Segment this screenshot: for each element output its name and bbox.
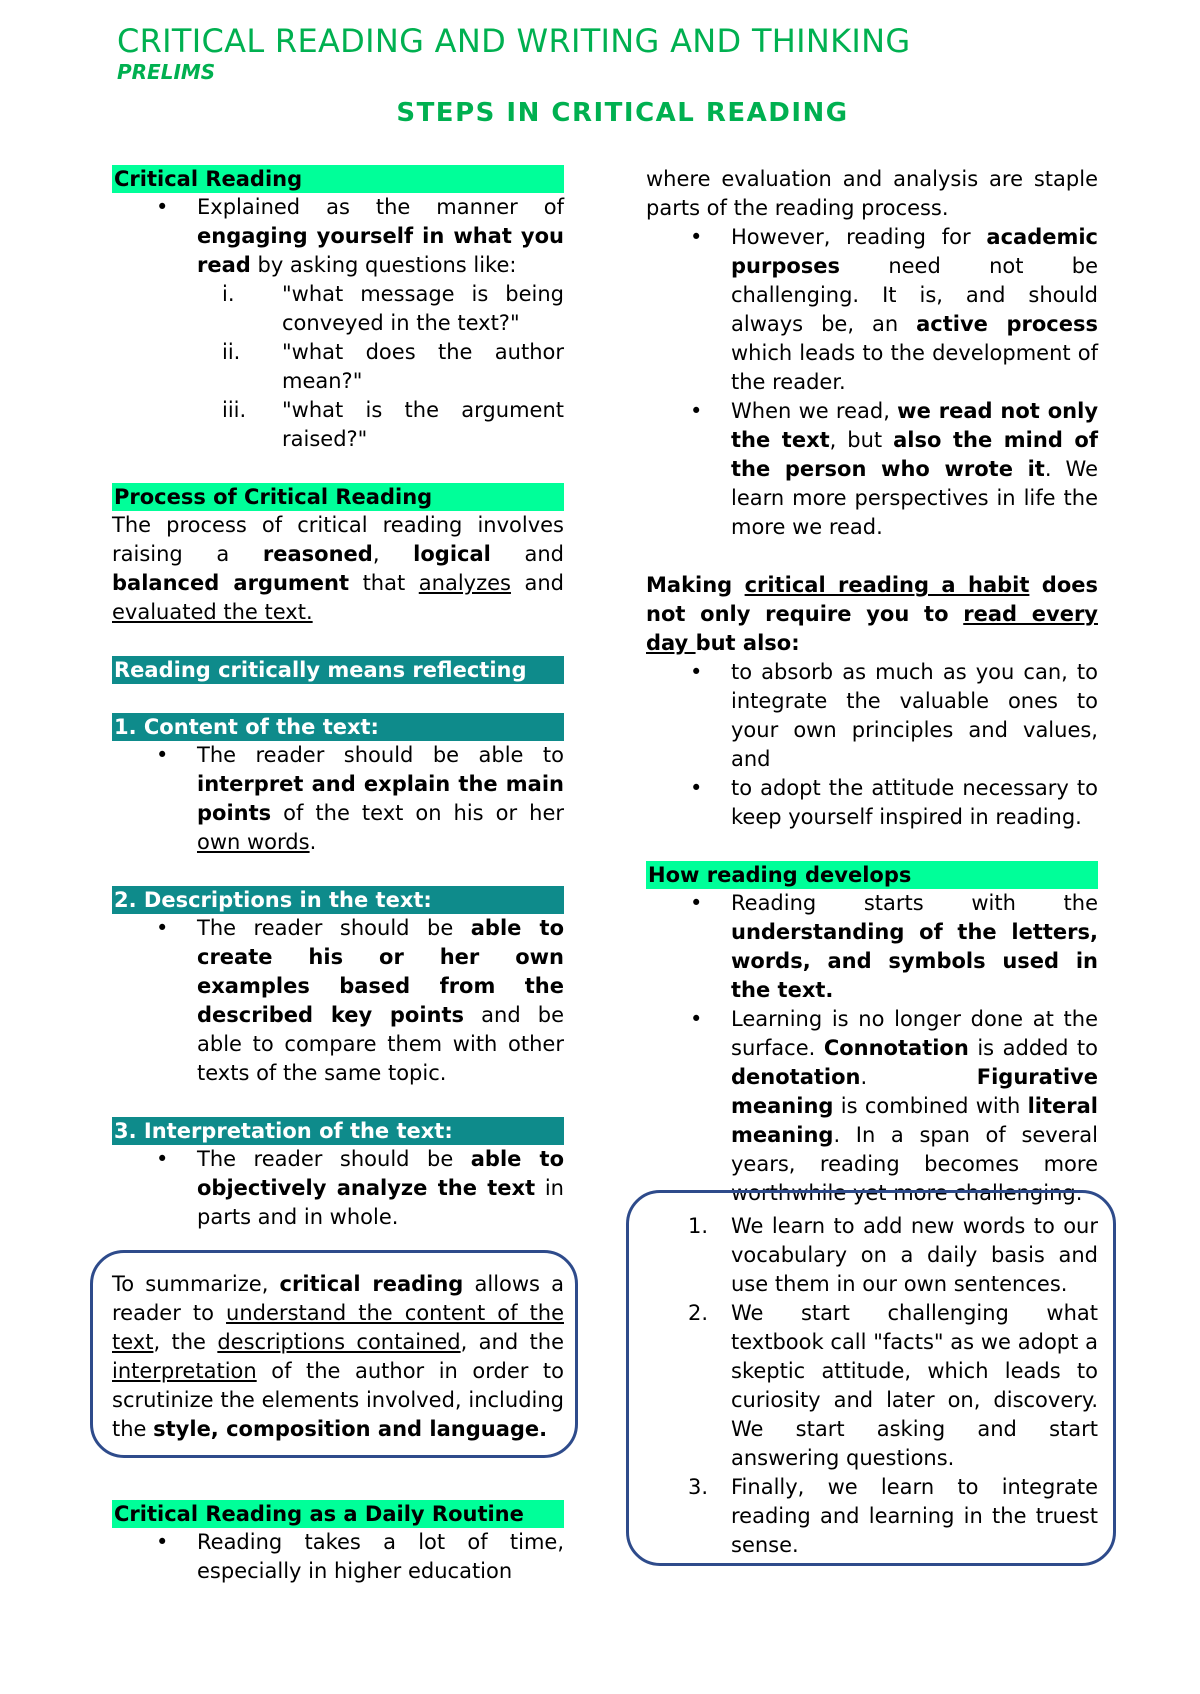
- text-span: is combined with: [833, 1094, 1028, 1118]
- roman-numeral: ii.: [222, 340, 241, 364]
- bold-text: logical: [413, 542, 491, 566]
- text-span: Explained as the manner of: [197, 195, 564, 219]
- text-span: Making: [646, 573, 745, 597]
- roman-numeral: i.: [222, 282, 235, 306]
- underlined-text: evaluated the text.: [112, 600, 313, 624]
- bold-text: understanding of the letters, words, and symbols used in the text.: [731, 920, 1098, 1002]
- text-span: .: [309, 830, 317, 854]
- bold-text: active process: [916, 312, 1098, 336]
- development-steps-list: [646, 1212, 1098, 1560]
- text-span: The reader should be: [197, 916, 471, 940]
- text-span: which leads to the development of the reader.: [731, 341, 1098, 394]
- bold-text: Figurative meaning: [731, 1065, 1098, 1118]
- question-text: "what is the argument raised?": [282, 398, 564, 451]
- text-span: The reader should be able to: [197, 743, 564, 767]
- text-span: Learning is no longer done at the surface.: [731, 1007, 1098, 1060]
- bold-text: reasoned: [262, 542, 373, 566]
- section-heading-critical-reading: Critical Reading: [112, 165, 564, 193]
- section-heading-descriptions: 2. Descriptions in the text:: [112, 886, 564, 914]
- list-item: [646, 397, 1098, 542]
- bullet-icon: •: [690, 891, 703, 915]
- text-span: We start challenging what textbook call "facts" as we adopt a skeptic attitude, which leads to curiosity and later on, discovery. We start asking and start answering questions.: [731, 1301, 1098, 1470]
- text-span: Reading starts with the: [731, 891, 1098, 915]
- bold-text: critical reading: [279, 1272, 464, 1296]
- text-span: need not be challenging. It is, and should always be, an: [731, 254, 1098, 336]
- section-heading-content: 1. Content of the text:: [112, 713, 564, 741]
- text-span: and: [510, 571, 565, 595]
- question-text: "what message is being conveyed in the text?": [282, 282, 564, 335]
- document-subtitle: PRELIMS: [117, 60, 216, 84]
- list-item: [112, 914, 564, 1088]
- text-span: Finally, we learn to integrate reading and learning in the truest sense.: [731, 1475, 1098, 1557]
- list-number: 2.: [688, 1301, 709, 1325]
- text-span: and be able to compare them with other texts of the same topic.: [197, 1003, 565, 1085]
- list-number: 3.: [688, 1475, 709, 1499]
- list-item: [112, 741, 564, 857]
- text-span: However, reading for: [731, 225, 987, 249]
- list-item: [112, 193, 564, 280]
- text-span: by asking questions like:: [250, 253, 517, 277]
- section-heading-reflecting: Reading critically means reflecting on:: [112, 656, 564, 684]
- underlined-text: critical reading a habit: [744, 573, 1030, 597]
- bullet-icon: •: [690, 225, 703, 249]
- text-span: allows a reader to: [112, 1272, 564, 1325]
- summary-paragraph: [112, 1270, 564, 1444]
- bold-text: Connotation: [823, 1036, 969, 1060]
- list-item: [646, 1473, 1098, 1560]
- document-heading: STEPS IN CRITICAL READING: [396, 98, 849, 128]
- section-heading-interpretation: 3. Interpretation of the text:: [112, 1117, 564, 1145]
- bold-text: also the mind of the person who wrote it: [731, 428, 1098, 481]
- text-span: Reading takes a lot of time, especially in higher education: [197, 1530, 564, 1583]
- text-span: We learn to add new words to our vocabulary on a daily basis and use them in our own sentences.: [731, 1214, 1098, 1296]
- continuation-paragraph: where evaluation and analysis are staple parts of the reading process.: [646, 167, 1098, 220]
- bold-text: able to create his or her own examples based from the described key points: [197, 916, 564, 1027]
- list-item: [112, 396, 564, 454]
- underlined-text: descriptions contained: [217, 1330, 461, 1354]
- process-paragraph: [112, 511, 564, 627]
- text-span: To summarize,: [112, 1272, 280, 1296]
- text-span: , and the: [460, 1330, 565, 1354]
- document-title: CRITICAL READING AND WRITING AND THINKING: [117, 22, 911, 60]
- underlined-text: own words: [197, 830, 310, 854]
- list-item: [646, 889, 1098, 1005]
- list-item: [646, 1212, 1098, 1299]
- bold-text: able to objectively analyze the text: [197, 1147, 564, 1200]
- bold-text: engaging yourself in what you read: [197, 224, 564, 277]
- bullet-icon: •: [690, 399, 703, 423]
- list-item: [646, 658, 1098, 774]
- right-column: [646, 165, 1098, 1208]
- text-span: The process of critical reading involves raising a: [112, 513, 564, 566]
- roman-numeral: iii.: [222, 398, 247, 422]
- text-span: but also:: [695, 631, 800, 655]
- bold-text: style, composition and language.: [153, 1417, 548, 1441]
- list-item: [646, 774, 1098, 832]
- left-column: [112, 165, 564, 1232]
- text-span: in parts and in whole.: [197, 1176, 564, 1229]
- text-span: of the author in order to scrutinize the elements involved, including the: [112, 1359, 564, 1441]
- text-span: and: [490, 542, 564, 566]
- text-span: , the: [153, 1330, 218, 1354]
- list-item: [112, 1528, 564, 1586]
- list-item: [112, 338, 564, 396]
- section-heading-daily-routine: Critical Reading as a Daily Routine: [112, 1500, 564, 1528]
- text-span: The reader should be: [197, 1147, 471, 1171]
- bold-text: denotation: [731, 1065, 861, 1089]
- bullet-icon: •: [156, 1147, 169, 1171]
- section-heading-how-reading-develops: How reading develops: [646, 861, 1098, 889]
- bullet-icon: •: [156, 743, 169, 767]
- text-span: . In a span of several years, reading becomes more worthwhile yet more challenging.: [731, 1123, 1098, 1205]
- text-span: to absorb as much as you can, to integrate the valuable ones to your own principles and values, and: [731, 660, 1098, 771]
- list-item: [646, 1005, 1098, 1208]
- bullet-icon: •: [156, 1530, 169, 1554]
- list-item: [646, 223, 1098, 397]
- bold-text: literal meaning: [731, 1094, 1098, 1147]
- text-span: that: [349, 571, 419, 595]
- bullet-icon: •: [690, 776, 703, 800]
- section-heading-process: Process of Critical Reading: [112, 483, 564, 511]
- bold-text: academic purposes: [731, 225, 1098, 278]
- daily-routine-section: [112, 1500, 564, 1586]
- list-number: 1.: [688, 1214, 709, 1238]
- bold-text: balanced argument: [112, 571, 350, 595]
- list-item: [112, 1145, 564, 1232]
- text-span: to adopt the attitude necessary to keep yourself inspired in reading.: [731, 776, 1098, 829]
- underlined-text: interpretation: [112, 1359, 257, 1383]
- list-item: [646, 1299, 1098, 1473]
- habit-paragraph: [646, 571, 1098, 658]
- text-span: .: [860, 1065, 977, 1089]
- text-span: , but: [829, 428, 894, 452]
- underlined-text: read every day: [646, 602, 1098, 655]
- text-span: . We learn more perspectives in life the more we read.: [731, 457, 1098, 539]
- text-span: is added to: [968, 1036, 1098, 1060]
- underlined-text: understand the content of the text: [112, 1301, 564, 1354]
- bold-text: interpret and explain the main points: [197, 772, 564, 825]
- list-item: [112, 280, 564, 338]
- bullet-icon: •: [690, 660, 703, 684]
- question-text: "what does the author mean?": [282, 340, 564, 393]
- bullet-icon: •: [156, 195, 169, 219]
- text-span: ,: [372, 542, 414, 566]
- text-span: of the text on his or her: [271, 801, 564, 825]
- bullet-icon: •: [690, 1007, 703, 1031]
- bold-text: we read not only the text: [731, 399, 1099, 452]
- bullet-icon: •: [156, 916, 169, 940]
- text-span: When we read,: [731, 399, 898, 423]
- underlined-text: analyzes: [418, 571, 511, 595]
- text-span: does not only require you to: [646, 573, 1098, 626]
